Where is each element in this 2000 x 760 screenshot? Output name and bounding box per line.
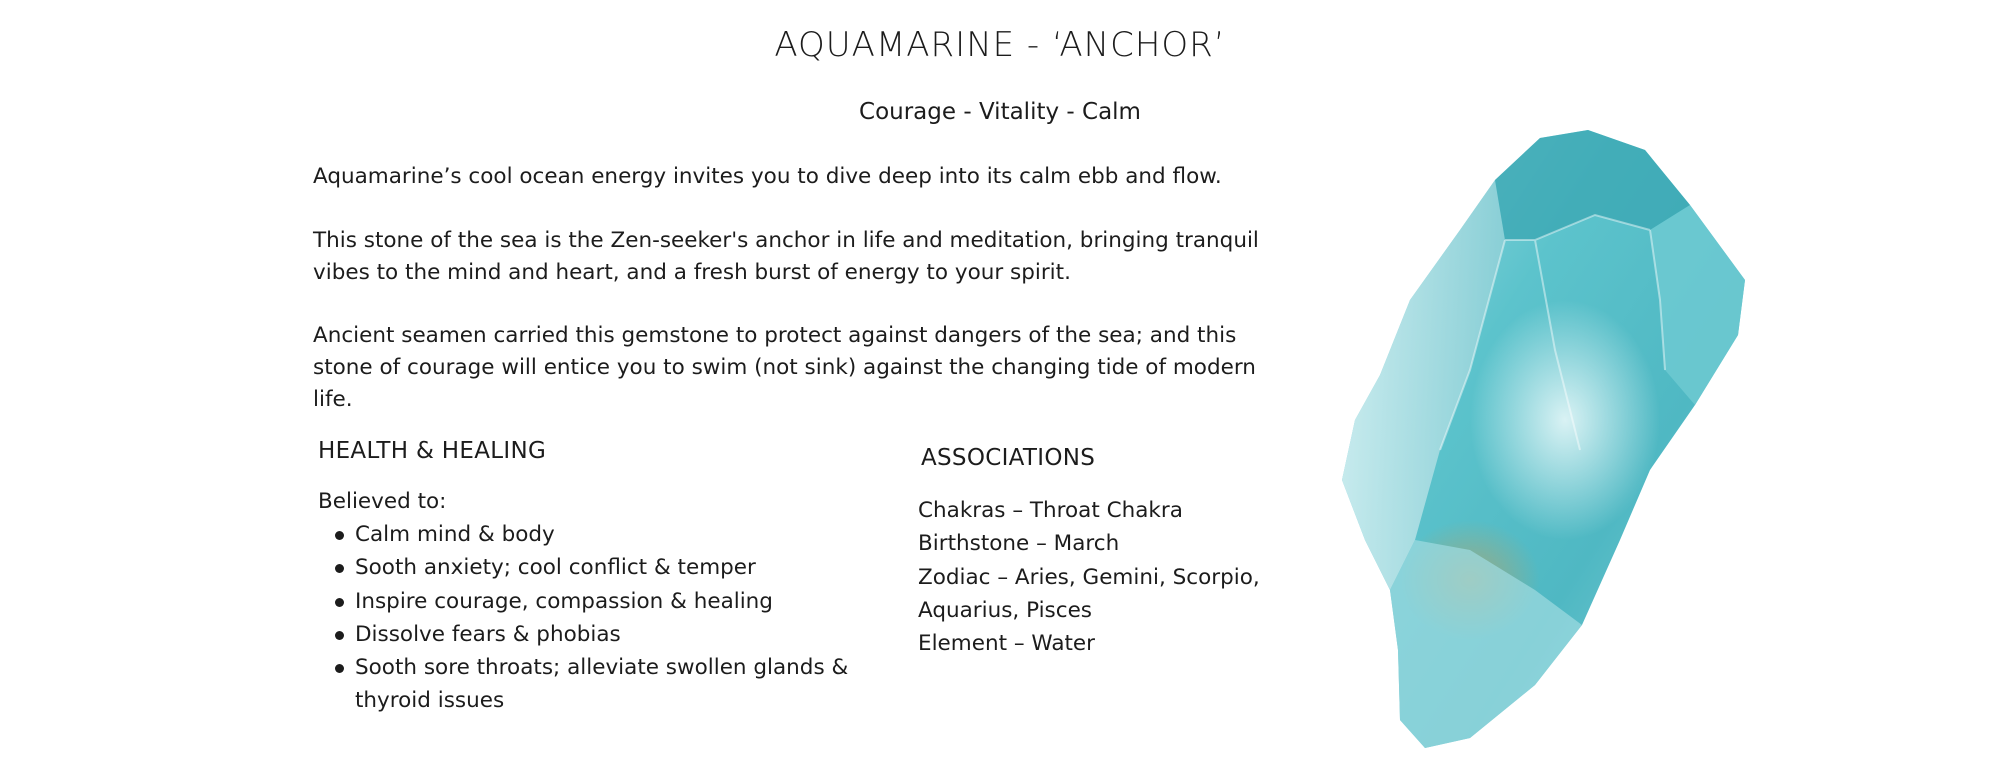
health-list-item xyxy=(318,551,878,584)
health-item-text: Calm mind & body xyxy=(355,522,555,547)
association-element: Element – Water xyxy=(918,631,1095,657)
health-list xyxy=(318,518,878,718)
history-paragraph: Ancient seamen carried this gemstone to protect against dangers of the sea; and this stone of courage will entice you to swim (not sink) against the changing tide of modern life. xyxy=(313,323,1256,412)
health-list-item xyxy=(318,651,878,718)
health-list-item xyxy=(318,618,878,651)
bullet-icon xyxy=(335,531,344,540)
bullet-icon xyxy=(335,564,344,573)
associations-list xyxy=(918,494,1278,660)
intro-paragraph: Aquamarine’s cool ocean energy invites you to dive deep into its calm ebb and flow. xyxy=(313,164,1222,189)
health-list-item xyxy=(318,585,878,618)
association-birthstone: Birthstone – March xyxy=(918,531,1120,557)
health-item-text: Sooth sore throats; alleviate swollen glands & thyroid issues xyxy=(355,655,849,714)
page-subtitle: Courage - Vitality - Calm xyxy=(859,99,1141,125)
association-zodiac-cont: Aquarius, Pisces xyxy=(918,597,1093,623)
crystal-glow xyxy=(1470,300,1660,540)
bullet-icon xyxy=(335,598,344,607)
association-zodiac: Zodiac – Aries, Gemini, Scorpio, xyxy=(918,564,1260,590)
health-intro: Believed to: xyxy=(318,489,447,514)
description-paragraph: This stone of the sea is the Zen-seeker's anchor in life and meditation, bringing tranquil vibes to the mind and heart, and a fresh burst of energy to your spirit. xyxy=(313,228,1259,285)
health-item-text: Inspire courage, compassion & healing xyxy=(355,588,773,614)
page-title: AQUAMARINE - ‘ANCHOR’ xyxy=(774,25,1226,65)
bullet-icon xyxy=(335,631,344,640)
health-item-text: Dissolve fears & phobias xyxy=(355,621,621,647)
associations-heading: ASSOCIATIONS xyxy=(921,445,1096,471)
bullet-icon xyxy=(335,664,344,673)
aquamarine-crystal-image xyxy=(1320,120,1760,760)
health-heading: HEALTH & HEALING xyxy=(318,438,547,464)
health-list-item xyxy=(318,518,878,551)
health-item-text: Sooth anxiety; cool conflict & temper xyxy=(355,555,756,581)
association-chakras: Chakras – Throat Chakra xyxy=(918,498,1183,523)
